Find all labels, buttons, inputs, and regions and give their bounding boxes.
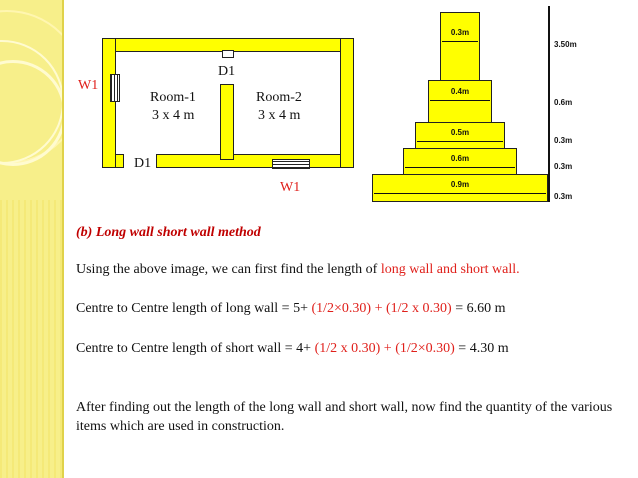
short-prefix: Centre to Centre length of short wall = 4+ [76,341,315,356]
footing-section [368,0,624,215]
window-left [110,74,120,102]
window-bottom [272,159,310,169]
height-5: 0.3m [554,192,573,201]
section-heading: (b) Long wall short wall method [76,225,261,240]
height-dimension-line [548,6,550,202]
step-width-4: 0.6m [450,154,470,163]
room2-size: 3 x 4 m [258,108,301,123]
sidebar-divider [62,0,64,478]
step-width-arrow-3 [417,141,503,142]
door-top [222,50,234,58]
w1-bottom-label: W1 [280,180,301,195]
intro-highlight: long wall and short wall. [380,262,520,277]
partition-wall [220,84,234,160]
short-highlight: (1/2 x 0.30) + (1/2×0.30) [314,341,455,356]
decorative-stripe [0,200,62,478]
footing-step-1 [440,12,480,82]
height-1: 3.50m [554,40,577,49]
long-prefix: Centre to Centre length of long wall = 5+ [76,301,312,316]
closing-paragraph: After finding out the length of the long wall and short wall, now find the quantity of the various items which are used in construction. [76,400,613,434]
intro-line [76,262,520,278]
w1-left-label: W1 [78,78,99,93]
bottom-wall [156,154,354,168]
long-suffix: = 6.60 m [451,301,506,316]
step-width-1: 0.3m [450,28,470,37]
long-wall-line [76,301,505,317]
d1-top-label: D1 [218,64,236,79]
step-width-arrow-2 [430,100,490,101]
short-wall-line [76,341,509,357]
room1-size: 3 x 4 m [152,108,195,123]
step-width-2: 0.4m [450,87,470,96]
d1-bottom-label: D1 [134,156,152,171]
step-width-arrow-5 [374,193,546,194]
step-width-arrow-1 [442,41,478,42]
decorative-sidebar [0,0,62,478]
room1-name: Room-1 [150,90,196,105]
intro-prefix: Using the above image, we can first find the length of [76,262,381,277]
step-width-3: 0.5m [450,128,470,137]
step-width-arrow-4 [405,167,515,168]
right-wall [340,38,354,168]
step-width-5: 0.9m [450,180,470,189]
height-3: 0.3m [554,136,573,145]
height-2: 0.6m [554,98,573,107]
height-4: 0.3m [554,162,573,171]
short-suffix: = 4.30 m [454,341,509,356]
left-wall [102,38,116,168]
long-highlight: (1/2×0.30) + (1/2 x 0.30) [311,301,452,316]
floor-plan [72,28,362,208]
room2-name: Room-2 [256,90,302,105]
